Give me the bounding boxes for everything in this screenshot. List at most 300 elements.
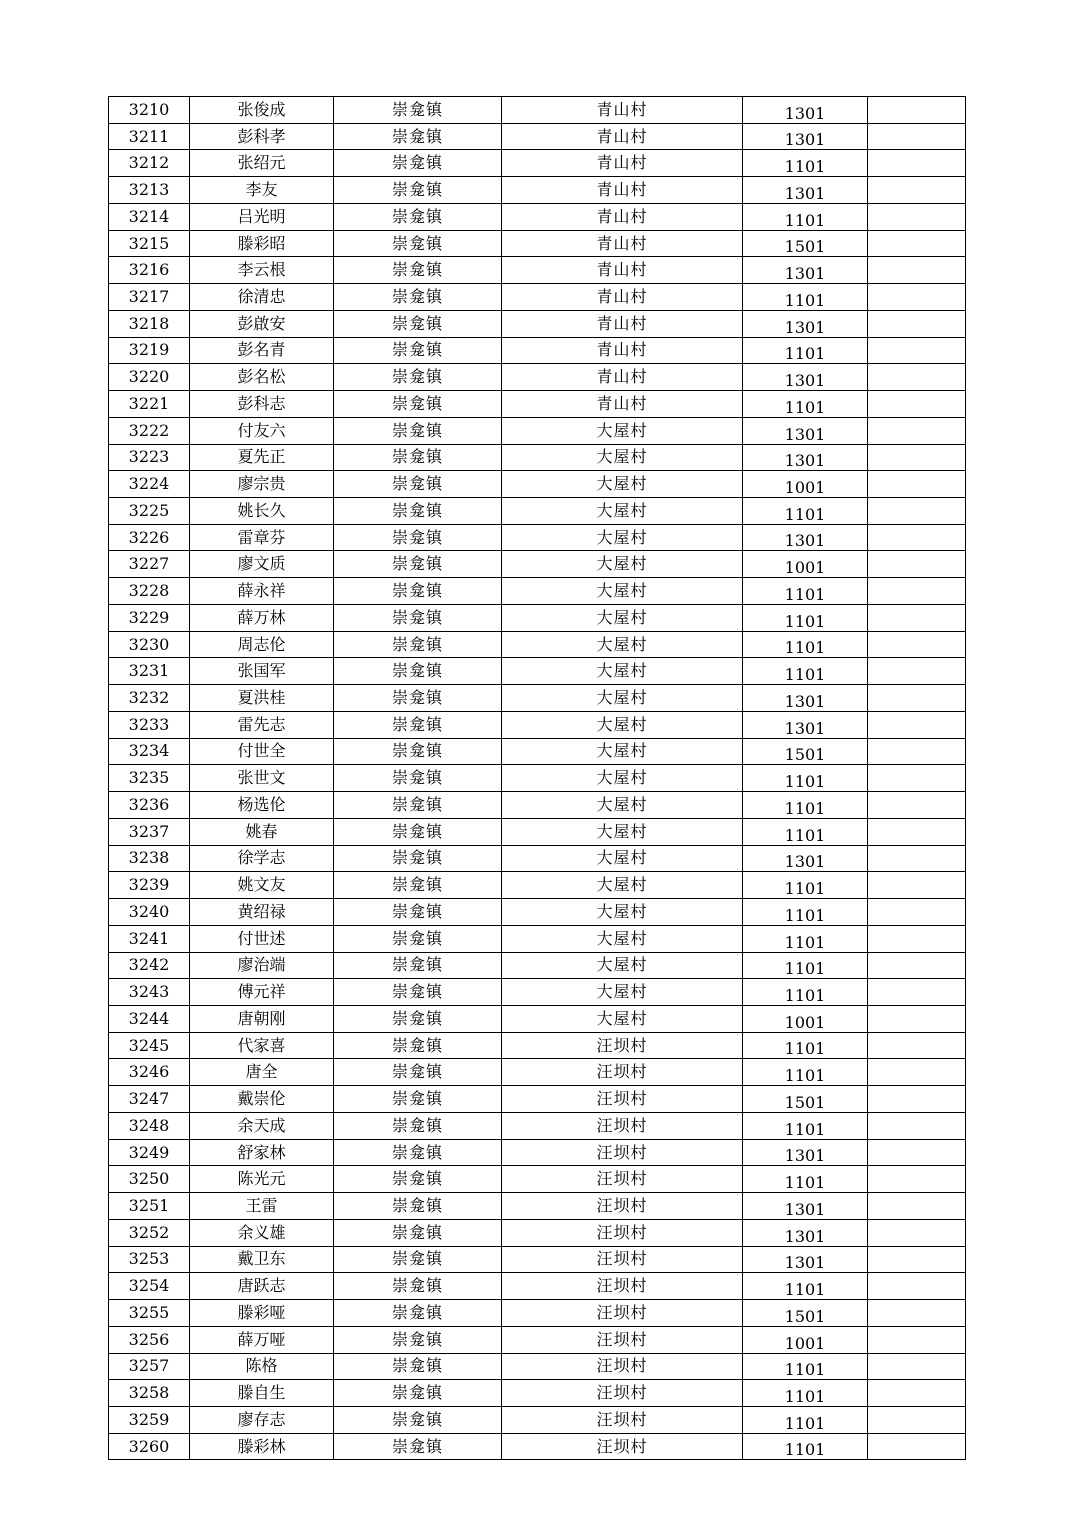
village-cell: 大屋村 [502,925,743,952]
name-cell: 王雷 [190,1193,334,1220]
table-row [109,631,966,658]
table-row [109,792,966,819]
village-cell: 汪坝村 [502,1300,743,1327]
code-cell: 1301 [743,1246,868,1273]
table-row [109,1032,966,1059]
table-row [109,524,966,551]
note-cell [868,1300,966,1327]
serial-number-cell: 3231 [109,658,190,685]
code-cell: 1501 [743,1086,868,1113]
table-row [109,1112,966,1139]
town-cell: 崇龛镇 [334,925,502,952]
name-cell: 陈格 [190,1353,334,1380]
table-row [109,872,966,899]
code-cell: 1101 [743,1166,868,1193]
name-cell: 彭科志 [190,391,334,418]
code-cell: 1301 [743,123,868,150]
serial-number-cell: 3244 [109,1005,190,1032]
town-cell: 崇龛镇 [334,1246,502,1273]
serial-number-cell: 3243 [109,979,190,1006]
code-cell: 1101 [743,337,868,364]
serial-number-cell: 3236 [109,792,190,819]
village-cell: 汪坝村 [502,1433,743,1460]
code-cell: 1301 [743,1139,868,1166]
village-cell: 大屋村 [502,952,743,979]
table-row [109,391,966,418]
village-cell: 大屋村 [502,524,743,551]
table-row [109,203,966,230]
serial-number-cell: 3225 [109,498,190,525]
village-cell: 大屋村 [502,658,743,685]
code-cell: 1001 [743,471,868,498]
note-cell [868,364,966,391]
serial-number-cell: 3227 [109,551,190,578]
village-cell: 汪坝村 [502,1380,743,1407]
name-cell: 彭名青 [190,337,334,364]
name-cell: 滕彩昭 [190,230,334,257]
note-cell [868,1032,966,1059]
table-row [109,1300,966,1327]
village-cell: 大屋村 [502,765,743,792]
code-cell: 1001 [743,1326,868,1353]
table-row [109,1380,966,1407]
note-cell [868,177,966,204]
name-cell: 夏先正 [190,444,334,471]
code-cell: 1101 [743,792,868,819]
town-cell: 崇龛镇 [334,1032,502,1059]
town-cell: 崇龛镇 [334,284,502,311]
table-row [109,658,966,685]
code-cell: 1301 [743,711,868,738]
serial-number-cell: 3255 [109,1300,190,1327]
name-cell: 廖存志 [190,1406,334,1433]
table-row [109,604,966,631]
code-cell: 1101 [743,203,868,230]
town-cell: 崇龛镇 [334,551,502,578]
town-cell: 崇龛镇 [334,1300,502,1327]
village-cell: 青山村 [502,364,743,391]
town-cell: 崇龛镇 [334,257,502,284]
village-cell: 大屋村 [502,631,743,658]
table-row [109,952,966,979]
village-cell: 汪坝村 [502,1166,743,1193]
name-cell: 滕彩林 [190,1433,334,1460]
table-row [109,417,966,444]
town-cell: 崇龛镇 [334,1059,502,1086]
table-row [109,925,966,952]
village-cell: 青山村 [502,284,743,311]
note-cell [868,284,966,311]
note-cell [868,257,966,284]
town-cell: 崇龛镇 [334,845,502,872]
village-cell: 大屋村 [502,498,743,525]
code-cell: 1101 [743,952,868,979]
town-cell: 崇龛镇 [334,765,502,792]
name-cell: 雷先志 [190,711,334,738]
name-cell: 唐朝刚 [190,1005,334,1032]
table-row [109,979,966,1006]
serial-number-cell: 3210 [109,97,190,124]
town-cell: 崇龛镇 [334,1166,502,1193]
village-cell: 汪坝村 [502,1273,743,1300]
serial-number-cell: 3249 [109,1139,190,1166]
note-cell [868,1246,966,1273]
table-row [109,498,966,525]
town-cell: 崇龛镇 [334,1273,502,1300]
village-cell: 大屋村 [502,792,743,819]
note-cell [868,97,966,124]
town-cell: 崇龛镇 [334,417,502,444]
table-row [109,1433,966,1460]
town-cell: 崇龛镇 [334,1005,502,1032]
town-cell: 崇龛镇 [334,391,502,418]
town-cell: 崇龛镇 [334,97,502,124]
name-cell: 周志伦 [190,631,334,658]
code-cell: 1101 [743,604,868,631]
village-cell: 大屋村 [502,551,743,578]
town-cell: 崇龛镇 [334,1326,502,1353]
name-cell: 张俊成 [190,97,334,124]
code-cell: 1101 [743,391,868,418]
serial-number-cell: 3253 [109,1246,190,1273]
town-cell: 崇龛镇 [334,1433,502,1460]
note-cell [868,1086,966,1113]
name-cell: 姚文友 [190,872,334,899]
village-cell: 大屋村 [502,738,743,765]
serial-number-cell: 3214 [109,203,190,230]
roster-table-body [109,97,966,1460]
note-cell [868,738,966,765]
serial-number-cell: 3226 [109,524,190,551]
table-row [109,364,966,391]
name-cell: 傅元祥 [190,979,334,1006]
code-cell: 1101 [743,1353,868,1380]
table-row [109,845,966,872]
note-cell [868,818,966,845]
village-cell: 大屋村 [502,444,743,471]
serial-number-cell: 3240 [109,899,190,926]
code-cell: 1301 [743,257,868,284]
code-cell: 1101 [743,150,868,177]
town-cell: 崇龛镇 [334,818,502,845]
village-cell: 汪坝村 [502,1086,743,1113]
name-cell: 代家喜 [190,1032,334,1059]
town-cell: 崇龛镇 [334,711,502,738]
table-row [109,1059,966,1086]
village-cell: 汪坝村 [502,1353,743,1380]
serial-number-cell: 3219 [109,337,190,364]
note-cell [868,872,966,899]
note-cell [868,444,966,471]
town-cell: 崇龛镇 [334,177,502,204]
town-cell: 崇龛镇 [334,444,502,471]
town-cell: 崇龛镇 [334,471,502,498]
town-cell: 崇龛镇 [334,899,502,926]
name-cell: 黄绍禄 [190,899,334,926]
name-cell: 薛永祥 [190,578,334,605]
village-cell: 青山村 [502,337,743,364]
serial-number-cell: 3260 [109,1433,190,1460]
code-cell: 1301 [743,364,868,391]
village-cell: 大屋村 [502,979,743,1006]
note-cell [868,711,966,738]
village-cell: 汪坝村 [502,1193,743,1220]
serial-number-cell: 3235 [109,765,190,792]
serial-number-cell: 3213 [109,177,190,204]
note-cell [868,845,966,872]
note-cell [868,685,966,712]
serial-number-cell: 3229 [109,604,190,631]
town-cell: 崇龛镇 [334,230,502,257]
name-cell: 付友六 [190,417,334,444]
table-row [109,150,966,177]
name-cell: 姚春 [190,818,334,845]
note-cell [868,1219,966,1246]
village-cell: 大屋村 [502,685,743,712]
name-cell: 吕光明 [190,203,334,230]
serial-number-cell: 3246 [109,1059,190,1086]
note-cell [868,658,966,685]
roster-table [108,96,966,1460]
village-cell: 大屋村 [502,578,743,605]
table-row [109,1246,966,1273]
note-cell [868,1380,966,1407]
table-row [109,284,966,311]
code-cell: 1501 [743,230,868,257]
serial-number-cell: 3241 [109,925,190,952]
table-row [109,1139,966,1166]
name-cell: 张世文 [190,765,334,792]
note-cell [868,952,966,979]
table-row [109,1219,966,1246]
note-cell [868,150,966,177]
code-cell: 1301 [743,1193,868,1220]
name-cell: 戴卫东 [190,1246,334,1273]
table-row [109,818,966,845]
table-row [109,1406,966,1433]
note-cell [868,1326,966,1353]
table-row [109,551,966,578]
table-row [109,444,966,471]
village-cell: 汪坝村 [502,1139,743,1166]
code-cell: 1301 [743,685,868,712]
town-cell: 崇龛镇 [334,979,502,1006]
serial-number-cell: 3228 [109,578,190,605]
town-cell: 崇龛镇 [334,498,502,525]
serial-number-cell: 3216 [109,257,190,284]
village-cell: 汪坝村 [502,1059,743,1086]
table-row [109,1353,966,1380]
serial-number-cell: 3257 [109,1353,190,1380]
table-row [109,711,966,738]
serial-number-cell: 3220 [109,364,190,391]
name-cell: 薛万哑 [190,1326,334,1353]
town-cell: 崇龛镇 [334,1086,502,1113]
serial-number-cell: 3223 [109,444,190,471]
village-cell: 大屋村 [502,845,743,872]
village-cell: 青山村 [502,257,743,284]
code-cell: 1101 [743,578,868,605]
table-row [109,1326,966,1353]
note-cell [868,1059,966,1086]
name-cell: 余义雄 [190,1219,334,1246]
town-cell: 崇龛镇 [334,792,502,819]
code-cell: 1101 [743,1112,868,1139]
note-cell [868,391,966,418]
serial-number-cell: 3256 [109,1326,190,1353]
code-cell: 1101 [743,1406,868,1433]
note-cell [868,925,966,952]
serial-number-cell: 3233 [109,711,190,738]
table-row [109,1166,966,1193]
code-cell: 1101 [743,979,868,1006]
name-cell: 陈光元 [190,1166,334,1193]
code-cell: 1101 [743,872,868,899]
town-cell: 崇龛镇 [334,1193,502,1220]
note-cell [868,203,966,230]
village-cell: 大屋村 [502,818,743,845]
name-cell: 廖文质 [190,551,334,578]
village-cell: 大屋村 [502,471,743,498]
table-row [109,1193,966,1220]
note-cell [868,979,966,1006]
note-cell [868,524,966,551]
serial-number-cell: 3230 [109,631,190,658]
note-cell [868,1353,966,1380]
note-cell [868,792,966,819]
serial-number-cell: 3242 [109,952,190,979]
village-cell: 汪坝村 [502,1032,743,1059]
table-row [109,1086,966,1113]
town-cell: 崇龛镇 [334,685,502,712]
table-row [109,310,966,337]
table-row [109,685,966,712]
serial-number-cell: 3250 [109,1166,190,1193]
table-row [109,899,966,926]
serial-number-cell: 3239 [109,872,190,899]
name-cell: 李友 [190,177,334,204]
town-cell: 崇龛镇 [334,578,502,605]
town-cell: 崇龛镇 [334,524,502,551]
table-row [109,337,966,364]
table-row [109,257,966,284]
serial-number-cell: 3222 [109,417,190,444]
note-cell [868,551,966,578]
village-cell: 青山村 [502,177,743,204]
table-row [109,765,966,792]
note-cell [868,1139,966,1166]
serial-number-cell: 3259 [109,1406,190,1433]
name-cell: 彭啟安 [190,310,334,337]
village-cell: 汪坝村 [502,1112,743,1139]
serial-number-cell: 3215 [109,230,190,257]
village-cell: 大屋村 [502,711,743,738]
code-cell: 1301 [743,444,868,471]
name-cell: 廖治端 [190,952,334,979]
table-row [109,177,966,204]
note-cell [868,631,966,658]
town-cell: 崇龛镇 [334,658,502,685]
town-cell: 崇龛镇 [334,1353,502,1380]
name-cell: 滕自生 [190,1380,334,1407]
serial-number-cell: 3251 [109,1193,190,1220]
village-cell: 青山村 [502,123,743,150]
serial-number-cell: 3248 [109,1112,190,1139]
town-cell: 崇龛镇 [334,604,502,631]
table-row [109,578,966,605]
name-cell: 徐清忠 [190,284,334,311]
note-cell [868,604,966,631]
note-cell [868,1005,966,1032]
note-cell [868,1273,966,1300]
village-cell: 汪坝村 [502,1219,743,1246]
code-cell: 1101 [743,1059,868,1086]
village-cell: 青山村 [502,230,743,257]
code-cell: 1101 [743,765,868,792]
table-row [109,97,966,124]
note-cell [868,230,966,257]
serial-number-cell: 3258 [109,1380,190,1407]
code-cell: 1101 [743,899,868,926]
note-cell [868,1166,966,1193]
table-row [109,123,966,150]
serial-number-cell: 3254 [109,1273,190,1300]
serial-number-cell: 3212 [109,150,190,177]
code-cell: 1101 [743,658,868,685]
serial-number-cell: 3232 [109,685,190,712]
village-cell: 汪坝村 [502,1246,743,1273]
table-row [109,230,966,257]
code-cell: 1301 [743,845,868,872]
name-cell: 徐学志 [190,845,334,872]
code-cell: 1101 [743,925,868,952]
code-cell: 1101 [743,1380,868,1407]
serial-number-cell: 3224 [109,471,190,498]
code-cell: 1101 [743,1433,868,1460]
town-cell: 崇龛镇 [334,1219,502,1246]
town-cell: 崇龛镇 [334,310,502,337]
note-cell [868,417,966,444]
code-cell: 1001 [743,1005,868,1032]
village-cell: 青山村 [502,150,743,177]
code-cell: 1301 [743,524,868,551]
village-cell: 青山村 [502,391,743,418]
name-cell: 舒家林 [190,1139,334,1166]
note-cell [868,578,966,605]
name-cell: 唐跃志 [190,1273,334,1300]
village-cell: 大屋村 [502,417,743,444]
town-cell: 崇龛镇 [334,203,502,230]
note-cell [868,123,966,150]
code-cell: 1301 [743,97,868,124]
village-cell: 汪坝村 [502,1406,743,1433]
name-cell: 夏洪桂 [190,685,334,712]
code-cell: 1101 [743,1032,868,1059]
note-cell [868,471,966,498]
village-cell: 青山村 [502,310,743,337]
serial-number-cell: 3245 [109,1032,190,1059]
note-cell [868,899,966,926]
code-cell: 1101 [743,818,868,845]
note-cell [868,337,966,364]
serial-number-cell: 3221 [109,391,190,418]
town-cell: 崇龛镇 [334,872,502,899]
name-cell: 姚长久 [190,498,334,525]
name-cell: 杨选伦 [190,792,334,819]
serial-number-cell: 3234 [109,738,190,765]
village-cell: 大屋村 [502,1005,743,1032]
town-cell: 崇龛镇 [334,1139,502,1166]
